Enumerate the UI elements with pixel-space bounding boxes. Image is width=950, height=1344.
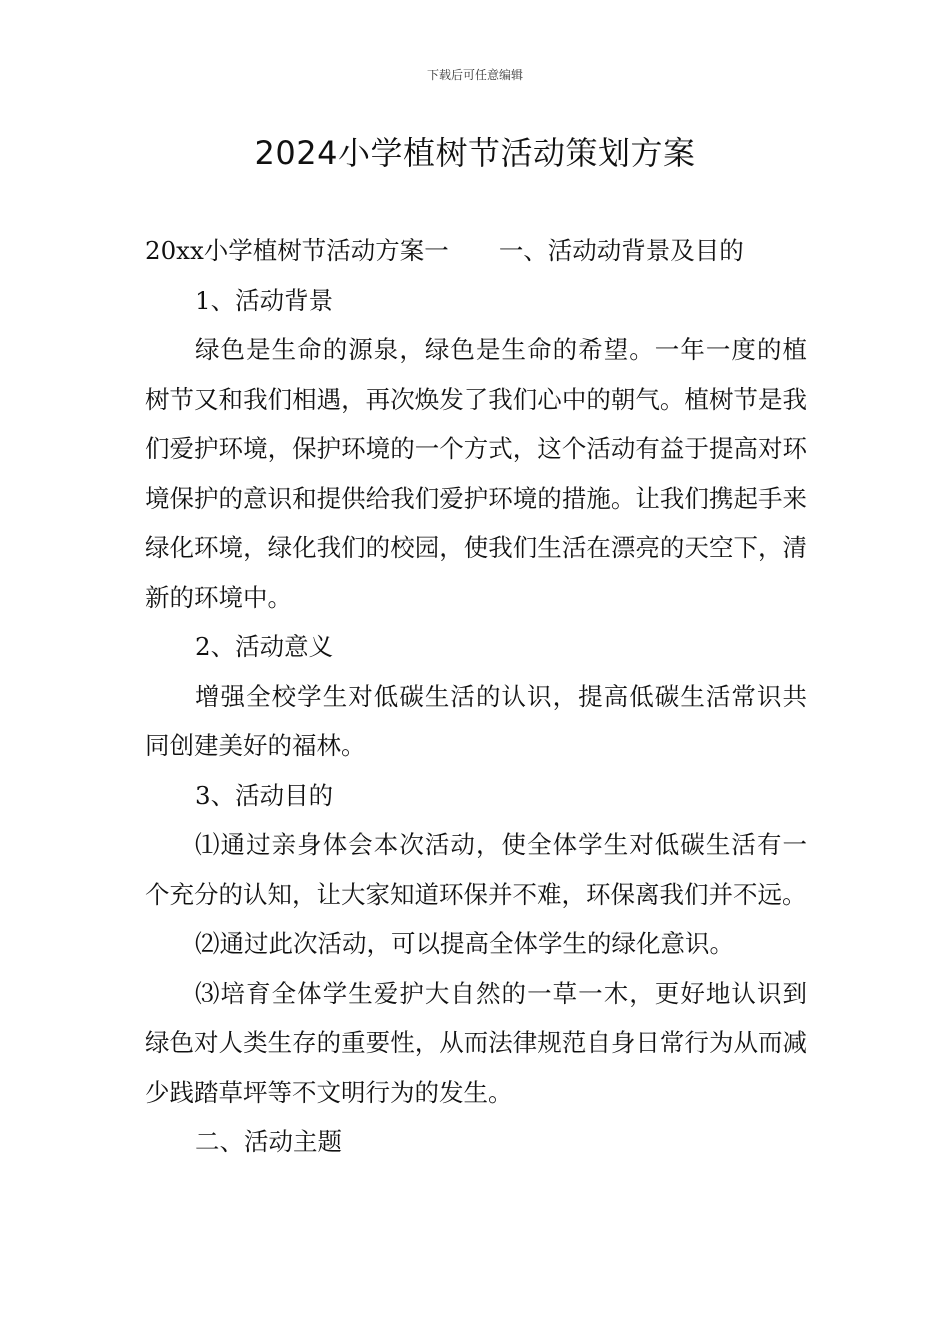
section-heading-activity-theme: 二、活动主题 — [195, 1127, 342, 1156]
plan-label: 20xx小学植树节活动方案一 — [145, 236, 449, 265]
document-title: 2024小学植树节活动策划方案 — [254, 134, 696, 172]
paragraph-significance: 增强全校学生对低碳生活的认识，提高低碳生活常识共同创建美好的福林。 — [145, 681, 807, 760]
paragraph-purpose-2: ⑵通过此次活动，可以提高全体学生的绿化意识。 — [195, 929, 734, 958]
paragraph-purpose-3: ⑶培育全体学生爱护大自然的一草一木，更好地认识到绿色对人类生存的重要性，从而法律规范自身日常行为从而减少践踏草坪等不文明行为的发生。 — [145, 978, 807, 1107]
paragraph-background: 绿色是生命的源泉，绿色是生命的希望。一年一度的植树节又和我们相遇，再次焕发了我们心中的朝气。植树节是我们爱护环境，保护环境的一个方式，这个活动有益于提高对环境保护的意识和提供给我们爱护环境的措施。让我们携起手来绿化环境，绿化我们的校园，使我们生活在漂亮的天空下，清新的环境中。 — [145, 335, 807, 612]
subheading-activity-significance: 2、活动意义 — [195, 632, 334, 661]
document-body — [145, 226, 807, 1167]
subheading-activity-background: 1、活动背景 — [195, 285, 334, 315]
subheading-activity-purpose: 3、活动目的 — [195, 780, 334, 810]
intro-line — [145, 226, 807, 276]
section-heading-background-purpose: 一、活动动背景及目的 — [498, 236, 744, 265]
paragraph-purpose-1: ⑴通过亲身体会本次活动，使全体学生对低碳生活有一个充分的认知，让大家知道环保并不难，环保离我们并不远。 — [145, 830, 807, 909]
header-note: 下载后可任意编辑 — [426, 68, 523, 82]
